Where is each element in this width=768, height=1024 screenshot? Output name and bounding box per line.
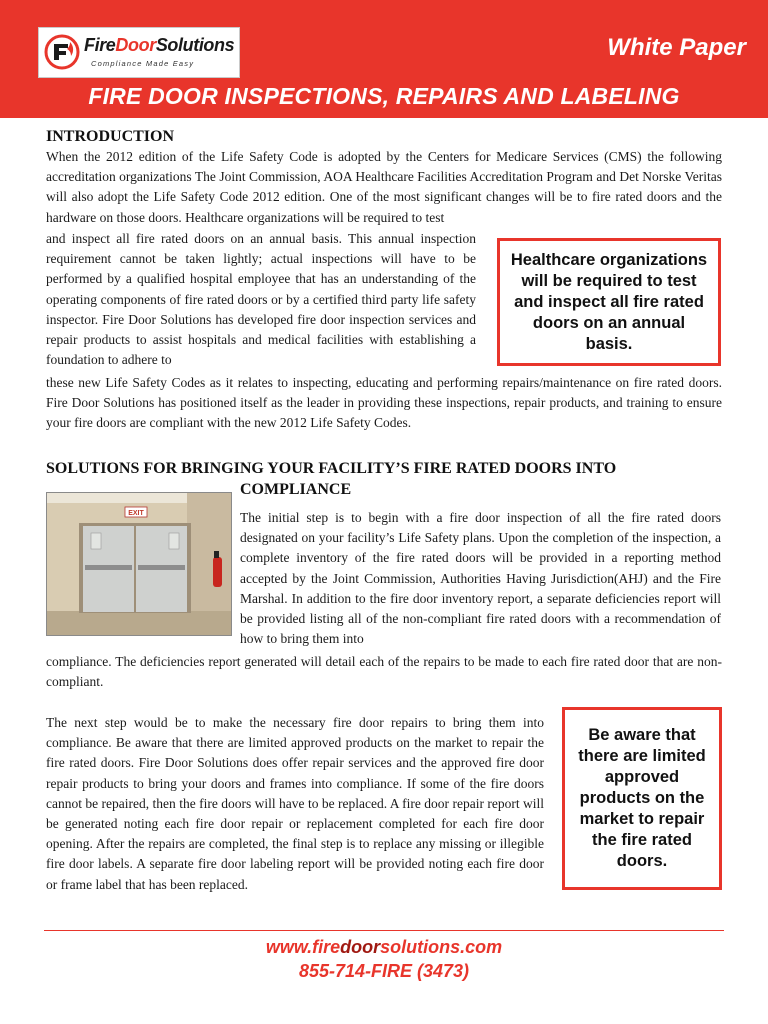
fire-door-photo-illustration xyxy=(47,493,231,635)
photo-exit-sign-text: EXIT xyxy=(128,510,144,517)
logo-wordmark xyxy=(84,35,234,56)
footer-url-suffix: solutions.com xyxy=(380,937,503,957)
intro-paragraph-left: and inspect all fire rated doors on an annual basis. This annual inspection requirement cannot be taken lightly; actual inspections will have to be performed by a qualified hospital employee that has an understanding of the operating components of fire rated doors or by a certified third party life safety inspector. Fire Door Solutions has developed fire door inspection services and repair products to assist hospitals and medical facilities with establishing a foundation to adhere to xyxy=(46,231,476,368)
solutions-heading-line2: COMPLIANCE xyxy=(240,481,352,498)
logo-word-fire: Fire xyxy=(84,35,116,55)
page-title: FIRE DOOR INSPECTIONS, REPAIRS AND LABELING xyxy=(88,83,680,109)
footer-website-link[interactable] xyxy=(0,937,768,958)
solutions-callout-box: Be aware that there are limited approved products on the market to repair the fire rated doors. xyxy=(562,707,722,890)
document-type-label: White Paper xyxy=(607,34,746,61)
logo-word-door: Door xyxy=(115,35,156,55)
intro-heading: INTRODUCTION xyxy=(46,128,175,145)
fire-door-logo-icon xyxy=(44,34,80,70)
solutions-paragraph1-right: The initial step is to begin with a fire door inspection of all the fire rated doors designated on your facility’s Life Safety plans. Upon the completion of the inspection, a complete inventory of the fire rated doors will be provided in a reporting method accepted by the Joint Commission, Authorities Having Jurisdiction(AHJ) and the Fire Marshal. In addition to the fire door inventory report, a separate deficiencies report will be provided listing all of the non-compliant fire rated doors with a recommendation of how to bring them into xyxy=(240,510,721,647)
footer-divider xyxy=(44,930,724,931)
footer-url-emphasis: door xyxy=(340,937,381,957)
footer-phone-number[interactable]: 855-714-FIRE (3473) xyxy=(298,961,470,981)
solutions-paragraph2: The next step would be to make the necessary fire door repairs to bring them into compliance. Be aware that there are limited approved products on the market to repair the fire rated doors. Fire Door Solutions does offer repair services and the approved fire door repair products to bring your doors and frames into compliance. If some of the fire doors cannot be repaired, then the fire doors will have to be replaced. A fire door repair report will be generated noting each fire door repair or replacement completed for each fire door opening. After the repairs are completed, the final step is to replace any missing or illegible fire door labels. A separate fire door labeling report will be provided noting each fire door or frame label that has been replaced. xyxy=(46,715,544,892)
logo-word-solutions: Solutions xyxy=(155,35,235,55)
company-logo[interactable] xyxy=(38,27,240,78)
solutions-paragraph1-end: compliance. The deficiencies report generated will detail each of the repairs to be made to each fire rated door that are non-compliant. xyxy=(46,654,722,690)
header-banner xyxy=(0,0,768,118)
fire-door-photo xyxy=(46,492,232,636)
intro-paragraph-end: these new Life Safety Codes as it relates to inspecting, educating and performing repairs/maintenance on fire rated doors. Fire Door Solutions has positioned itself as the leader in providing these inspections, repair products, and training to ensure your fire doors are compliant with the new 2012 Life Safety Codes. xyxy=(46,375,722,431)
logo-tagline: Compliance Made Easy xyxy=(91,59,195,68)
footer-url-prefix: www.fire xyxy=(265,937,341,957)
solutions-heading-line1: SOLUTIONS FOR BRINGING YOUR FACILITY’S FIRE RATED DOORS INTO xyxy=(46,460,617,477)
intro-callout-box: Healthcare organizations will be required to test and inspect all fire rated doors on an annual basis. xyxy=(497,238,721,366)
intro-paragraph-full: When the 2012 edition of the Life Safety Code is adopted by the Centers for Medicare Services (CMS) the following accreditation organizations The Joint Commission, AOA Healthcare Facilities Accreditation Program and Det Norske Veritas will also adopt the Life Safety Code 2012 edition. One of the most significant changes will be to fire rated doors and the hardware on those doors. Healthcare organizations will be required to test xyxy=(46,149,722,225)
